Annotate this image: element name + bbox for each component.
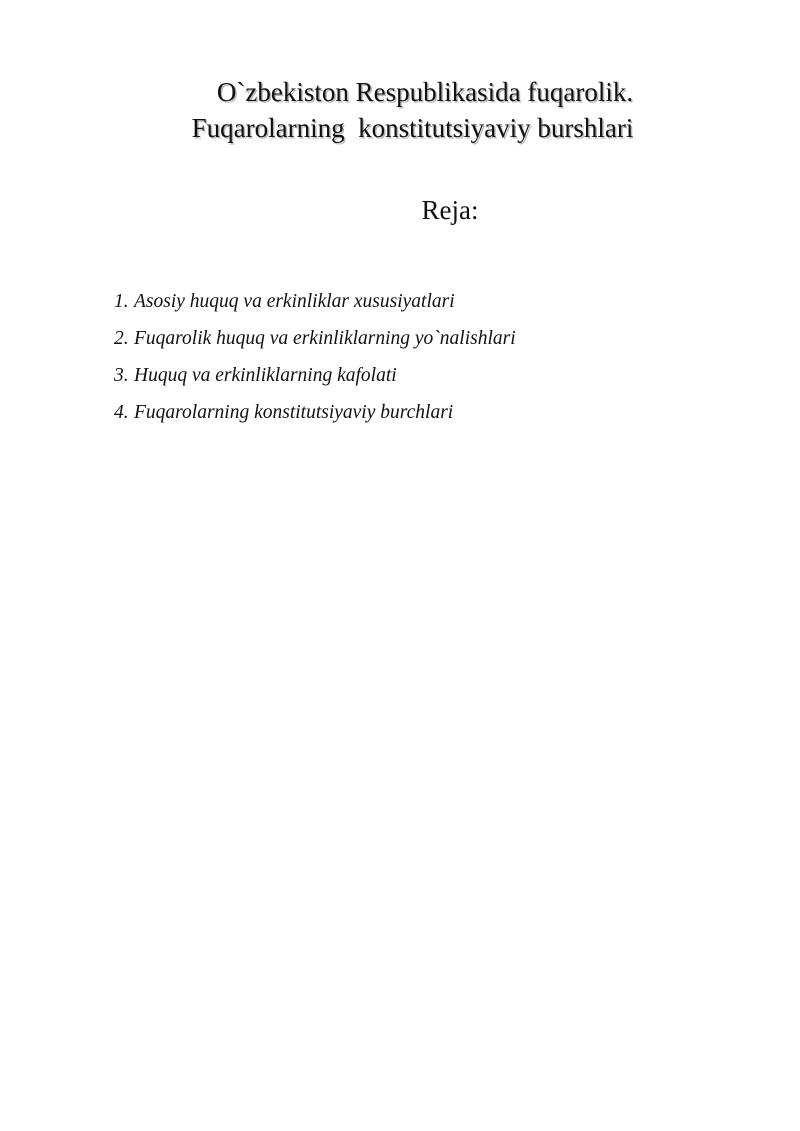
- plan-list: [114, 283, 516, 431]
- plan-item-number: 3.: [114, 365, 129, 386]
- plan-item-text: Asosiy huquq va erkinliklar xususiyatlari: [134, 291, 455, 312]
- plan-item-number: 4.: [114, 402, 129, 423]
- title-line-2: Fuqarolarning konstitutsiyaviy burshlari: [191, 113, 634, 143]
- plan-item-text: Fuqarolik huquq va erkinliklarning yo`nalishlari: [134, 328, 516, 349]
- plan-item: [114, 357, 516, 394]
- document-title: [0, 74, 800, 146]
- plan-item: [114, 394, 516, 431]
- plan-item-text: Huquq va erkinliklarning kafolati: [134, 365, 397, 386]
- plan-item-text: Fuqarolarning konstitutsiyaviy burchlari: [134, 402, 454, 423]
- plan-item: [114, 320, 516, 357]
- plan-item-number: 2.: [114, 328, 129, 349]
- plan-item: [114, 283, 516, 320]
- title-line-1: O`zbekiston Respublikasida fuqarolik.: [216, 77, 634, 107]
- plan-heading: Reja:: [421, 195, 479, 225]
- plan-item-number: 1.: [114, 291, 129, 312]
